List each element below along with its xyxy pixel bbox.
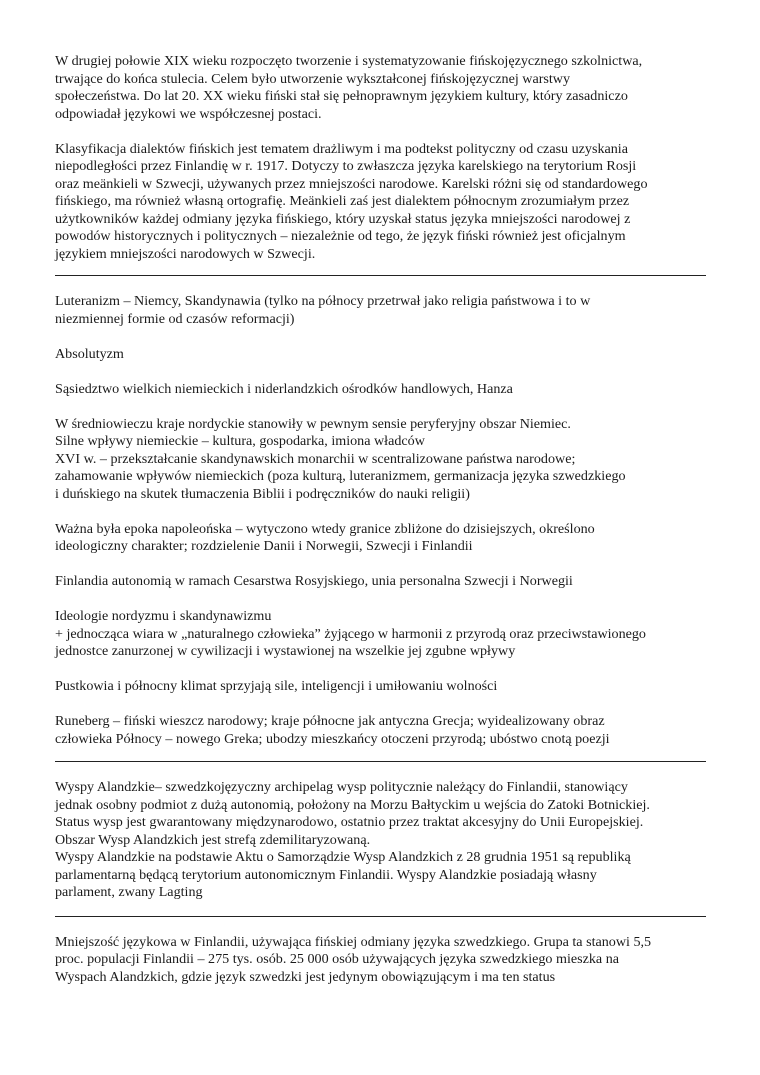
text-line: niezmiennej formie od czasów reformacji) — [55, 310, 295, 327]
paragraph-gap — [55, 591, 705, 609]
spacer — [55, 917, 705, 934]
text-line: fińskiego, ma również własną ortografię. Meänkieli zaś jest dialektem północnym zrozumiałym przez — [55, 193, 630, 209]
text-line: Luteranizm – Niemcy, Skandynawia (tylko na północy przetrwał jako religia państwowa i to w — [55, 293, 591, 309]
text-line: Mniejszość językowa w Finlandii, używająca fińskiej odmiany języka szwedzkiego. Grupa ta stanowi 5,5 — [55, 933, 652, 950]
text-line: Obszar Wysp Alandzkich jest strefą zdemilitaryzowaną. — [55, 831, 371, 848]
spacer — [55, 263, 705, 275]
text-line: Pustkowia i północny klimat sprzyjają sile, inteligencji i umiłowaniu wolności — [55, 678, 498, 694]
text-line: społeczeństwa. Do lat 20. XX wieku fiński stał się pełnoprawnym językiem kultury, który zasadniczo — [55, 88, 628, 104]
text-line: Runeberg – fiński wieszcz narodowy; kraje północne jak antyczna Grecja; wyidealizowany obraz — [55, 713, 605, 729]
text-line: oraz meänkieli w Szwecji, używanych przez mniejszości narodowe. Karelski różni się od standardowego — [55, 175, 648, 192]
text-line: Status wysp jest gwarantowany międzynarodowo, ostatnio przez traktat akcesyjny do Unii Europejskiej. — [55, 814, 644, 830]
text-line: Wyspach Alandzkich, gdzie język szwedzki jest jedynym obowiązującym i ma ten status — [55, 968, 556, 985]
paragraph-gap — [55, 328, 705, 346]
spacer — [55, 276, 705, 293]
text-line: użytkowników każdej odmiany języka fińskiego, który uzyskał status języka mniejszości narodowej z — [55, 210, 631, 227]
paragraph-dialect-classification — [55, 141, 705, 264]
text-line: trwające do końca stulecia. Celem było utworzenie wykształconej fińskojęzycznej warstwy — [55, 70, 571, 87]
paragraph-lutheranism — [55, 293, 705, 328]
text-line: jednostce zanurzonej w cywilizacji i wystawionej na wszelkie jej zgubne wpływy — [55, 643, 516, 659]
paragraph-gap — [55, 556, 705, 574]
spacer — [55, 762, 705, 779]
paragraph-gap — [55, 398, 705, 416]
text-line: Ważna była epoka napoleońska – wytyczono wtedy granice zbliżone do dzisiejszych, określono — [55, 520, 595, 537]
spacer — [55, 902, 705, 916]
paragraph-finnish-schooling — [55, 53, 705, 123]
text-line: W drugiej połowie XIX wieku rozpoczęto tworzenie i systematyzowanie fińskojęzycznego szkolnictwa, — [55, 53, 643, 69]
text-line: Wyspy Alandzkie na podstawie Aktu o Samorządzie Wysp Alandzkich z 28 grudnia 1951 są republiką — [55, 849, 631, 865]
text-line: XVI w. – przekształcanie skandynawskich monarchii w scentralizowane państwa narodowe; — [55, 450, 576, 467]
paragraph-gap — [55, 661, 705, 679]
text-line: proc. populacji Finlandii – 275 tys. osób. 25 000 osób używających języka szwedzkiego mieszka na — [55, 951, 620, 967]
text-line: Sąsiedztwo wielkich niemieckich i niderlandzkich ośrodków handlowych, Hanza — [55, 380, 513, 397]
spacer — [55, 748, 705, 761]
text-line: ideologiczny charakter; rozdzielenie Danii i Norwegii, Szwecji i Finlandii — [55, 538, 473, 554]
paragraph-finland-autonomy — [55, 573, 705, 591]
text-line: Absolutyzm — [55, 345, 124, 362]
paragraph-gap — [55, 696, 705, 714]
text-line: Finlandia autonomią w ramach Cesarstwa Rosyjskiego, unia personalna Szwecji i Norwegii — [55, 573, 573, 589]
paragraph-gap — [55, 123, 705, 141]
text-line: językiem mniejszości narodowych w Szwecji. — [55, 245, 316, 262]
text-line: człowieka Północy – nowego Greka; ubodzy mieszkańcy otoczeni przyrodą; ubóstwo cnotą poezji — [55, 730, 610, 747]
text-line: i duńskiego na skutek tłumaczenia Biblii i podręczników do nauki religii) — [55, 485, 470, 502]
text-line: niepodległości przez Finlandię w r. 1917. Dotyczy to zwłaszcza języka karelskiego na terytorium Rosji — [55, 158, 637, 174]
text-line: jednak osobny podmiot z dużą autonomią, położony na Morzu Bałtyckim u wejścia do Zatoki Botnickiej. — [55, 796, 650, 813]
paragraph-napoleonic-era — [55, 521, 705, 556]
text-line: parlamentarną będącą terytorium autonomicznym Finlandii. Wyspy Alandzkie posiadają własny — [55, 866, 597, 883]
text-line: Klasyfikacja dialektów fińskich jest tematem drażliwym i ma podtekst polityczny od czasu uzyskania — [55, 140, 628, 157]
text-line: Wyspy Alandzkie– szwedzkojęzyczny archipelag wysp politycznie należący do Finlandii, stanowiący — [55, 779, 628, 795]
paragraph-gap — [55, 503, 705, 521]
paragraph-gap — [55, 363, 705, 381]
paragraph-hanza — [55, 381, 705, 399]
text-line: odpowiadał językowi we współczesnej postaci. — [55, 105, 322, 122]
paragraph-northern-climate — [55, 678, 705, 696]
text-line: + jednocząca wiara w „naturalnego człowieka” żyjącego w harmonii z przyrodą oraz przeciwstawionego — [55, 625, 646, 642]
paragraph-swedish-minority — [55, 934, 705, 987]
paragraph-middle-ages — [55, 416, 705, 504]
text-line: W średniowieczu kraje nordyckie stanowiły w pewnym sensie peryferyjny obszar Niemiec. — [55, 415, 571, 432]
document-body — [55, 53, 705, 986]
paragraph-absolutism — [55, 346, 705, 364]
text-line: Silne wpływy niemieckie – kultura, gospodarka, imiona władców — [55, 433, 425, 449]
text-line: Ideologie nordyzmu i skandynawizmu — [55, 608, 272, 624]
paragraph-aland-islands — [55, 779, 705, 902]
paragraph-nordism — [55, 608, 705, 661]
text-line: powodów historycznych i politycznych – niezależnie od tego, że język fiński również jest oficjalnym — [55, 228, 626, 244]
paragraph-runeberg — [55, 713, 705, 748]
text-line: parlament, zwany Lagting — [55, 884, 203, 900]
text-line: zahamowanie wpływów niemieckich (poza kulturą, luteranizmem, germanizacja języka szwedzkiego — [55, 468, 626, 484]
